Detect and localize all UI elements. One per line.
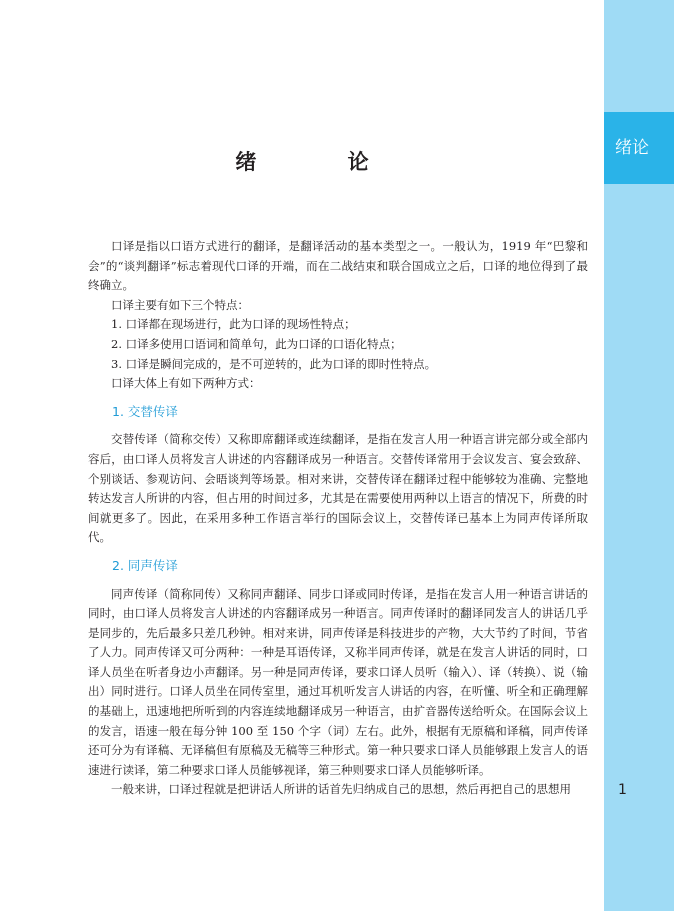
paragraph-process: 一般来讲，口译过程就是把讲话人所讲的话首先归纳成自己的思想，然后再把自己的思想用 <box>111 782 571 797</box>
section-heading-consecutive: 1. 交替传译 <box>112 403 178 419</box>
paragraph-simultaneous: 同声传译（简称同传）又称同声翻译、同步口译或同时传译，是指在发言人用一种语言讲话的同时，由口译人员将发言人讲述的内容翻译成另一种语言。同声传译时的翻译同发言人的讲话几乎是同步的，先后最多只差几秒钟。相对来讲，同声传译是科技进步的产物，大大节约了时间，节省了人力。同声传译又可分两种：一种是耳语传译，又称半同声传译，就是在发言人讲话的同时，口译人员坐在听者身边小声翻译。另一种是同声传译，要求口译人员听（输入）、译（转换）、说（输出）同时进行。口译人员坐在同传室里，通过耳机听发言人讲话的内容，在听懂、听全和正确理解的基础上，迅速地把所听到的内容连续地翻译成另一种语言，由扩音器传送给听众。在国际会议上的发言，语速一般在每分钟 100 至 150 个字（词）左右。此外，根据有无原稿和译稿，同声传译还可分为有译稿、无译稿但有原稿及无稿等三种形式。第一种只要求口译人员能够跟上发言人的语速进行读译，第二种要求口译人员能够视译，第三种则要求口译人员能够听译。 <box>88 586 588 777</box>
body-text <box>88 237 588 800</box>
feature-item-2: 2. 口译多使用口语词和简单句，此为口译的口语化特点； <box>111 336 402 351</box>
feature-item-3: 3. 口译是瞬间完成的，是不可逆转的，此为口译的即时性特点。 <box>111 356 437 371</box>
page-title: 绪 论 <box>235 150 411 174</box>
paragraph-consecutive: 交替传译（简称交传）又称即席翻译或连续翻译，是指在发言人用一种语言讲完部分或全部内容后，由口译人员将发言人讲述的内容翻译成另一种语言。交替传译常用于会议发言、宴会致辞、个别谈话、参观访问、会晤谈判等场景。相对来讲，交替传译在翻译过程中能够较为准确、完整地转达发言人所讲的内容，但占用的时间过多，尤其是在需要使用两种以上语言的情况下，所费的时间就更多了。因此，在采用多种工作语言举行的国际会议上，交替传译已基本上为同声传译所取代。 <box>88 432 588 545</box>
paragraph-intro: 口译是指以口语方式进行的翻译，是翻译活动的基本类型之一。一般认为，1919 年“巴黎和会”的“谈判翻译”标志着现代口译的开端，而在二战结束和联合国成立之后，口译的地位得到了最终确立。 <box>88 239 588 293</box>
section-heading-simultaneous: 2. 同声传译 <box>112 557 178 573</box>
chapter-tab: 绪论 <box>604 112 674 184</box>
feature-item-1: 1. 口译都在现场进行，此为口译的现场性特点； <box>111 317 356 332</box>
page-number: 1 <box>618 782 627 798</box>
paragraph-modes-lead: 口译大体上有如下两种方式： <box>111 376 261 391</box>
paragraph-features-lead: 口译主要有如下三个特点： <box>111 297 249 312</box>
